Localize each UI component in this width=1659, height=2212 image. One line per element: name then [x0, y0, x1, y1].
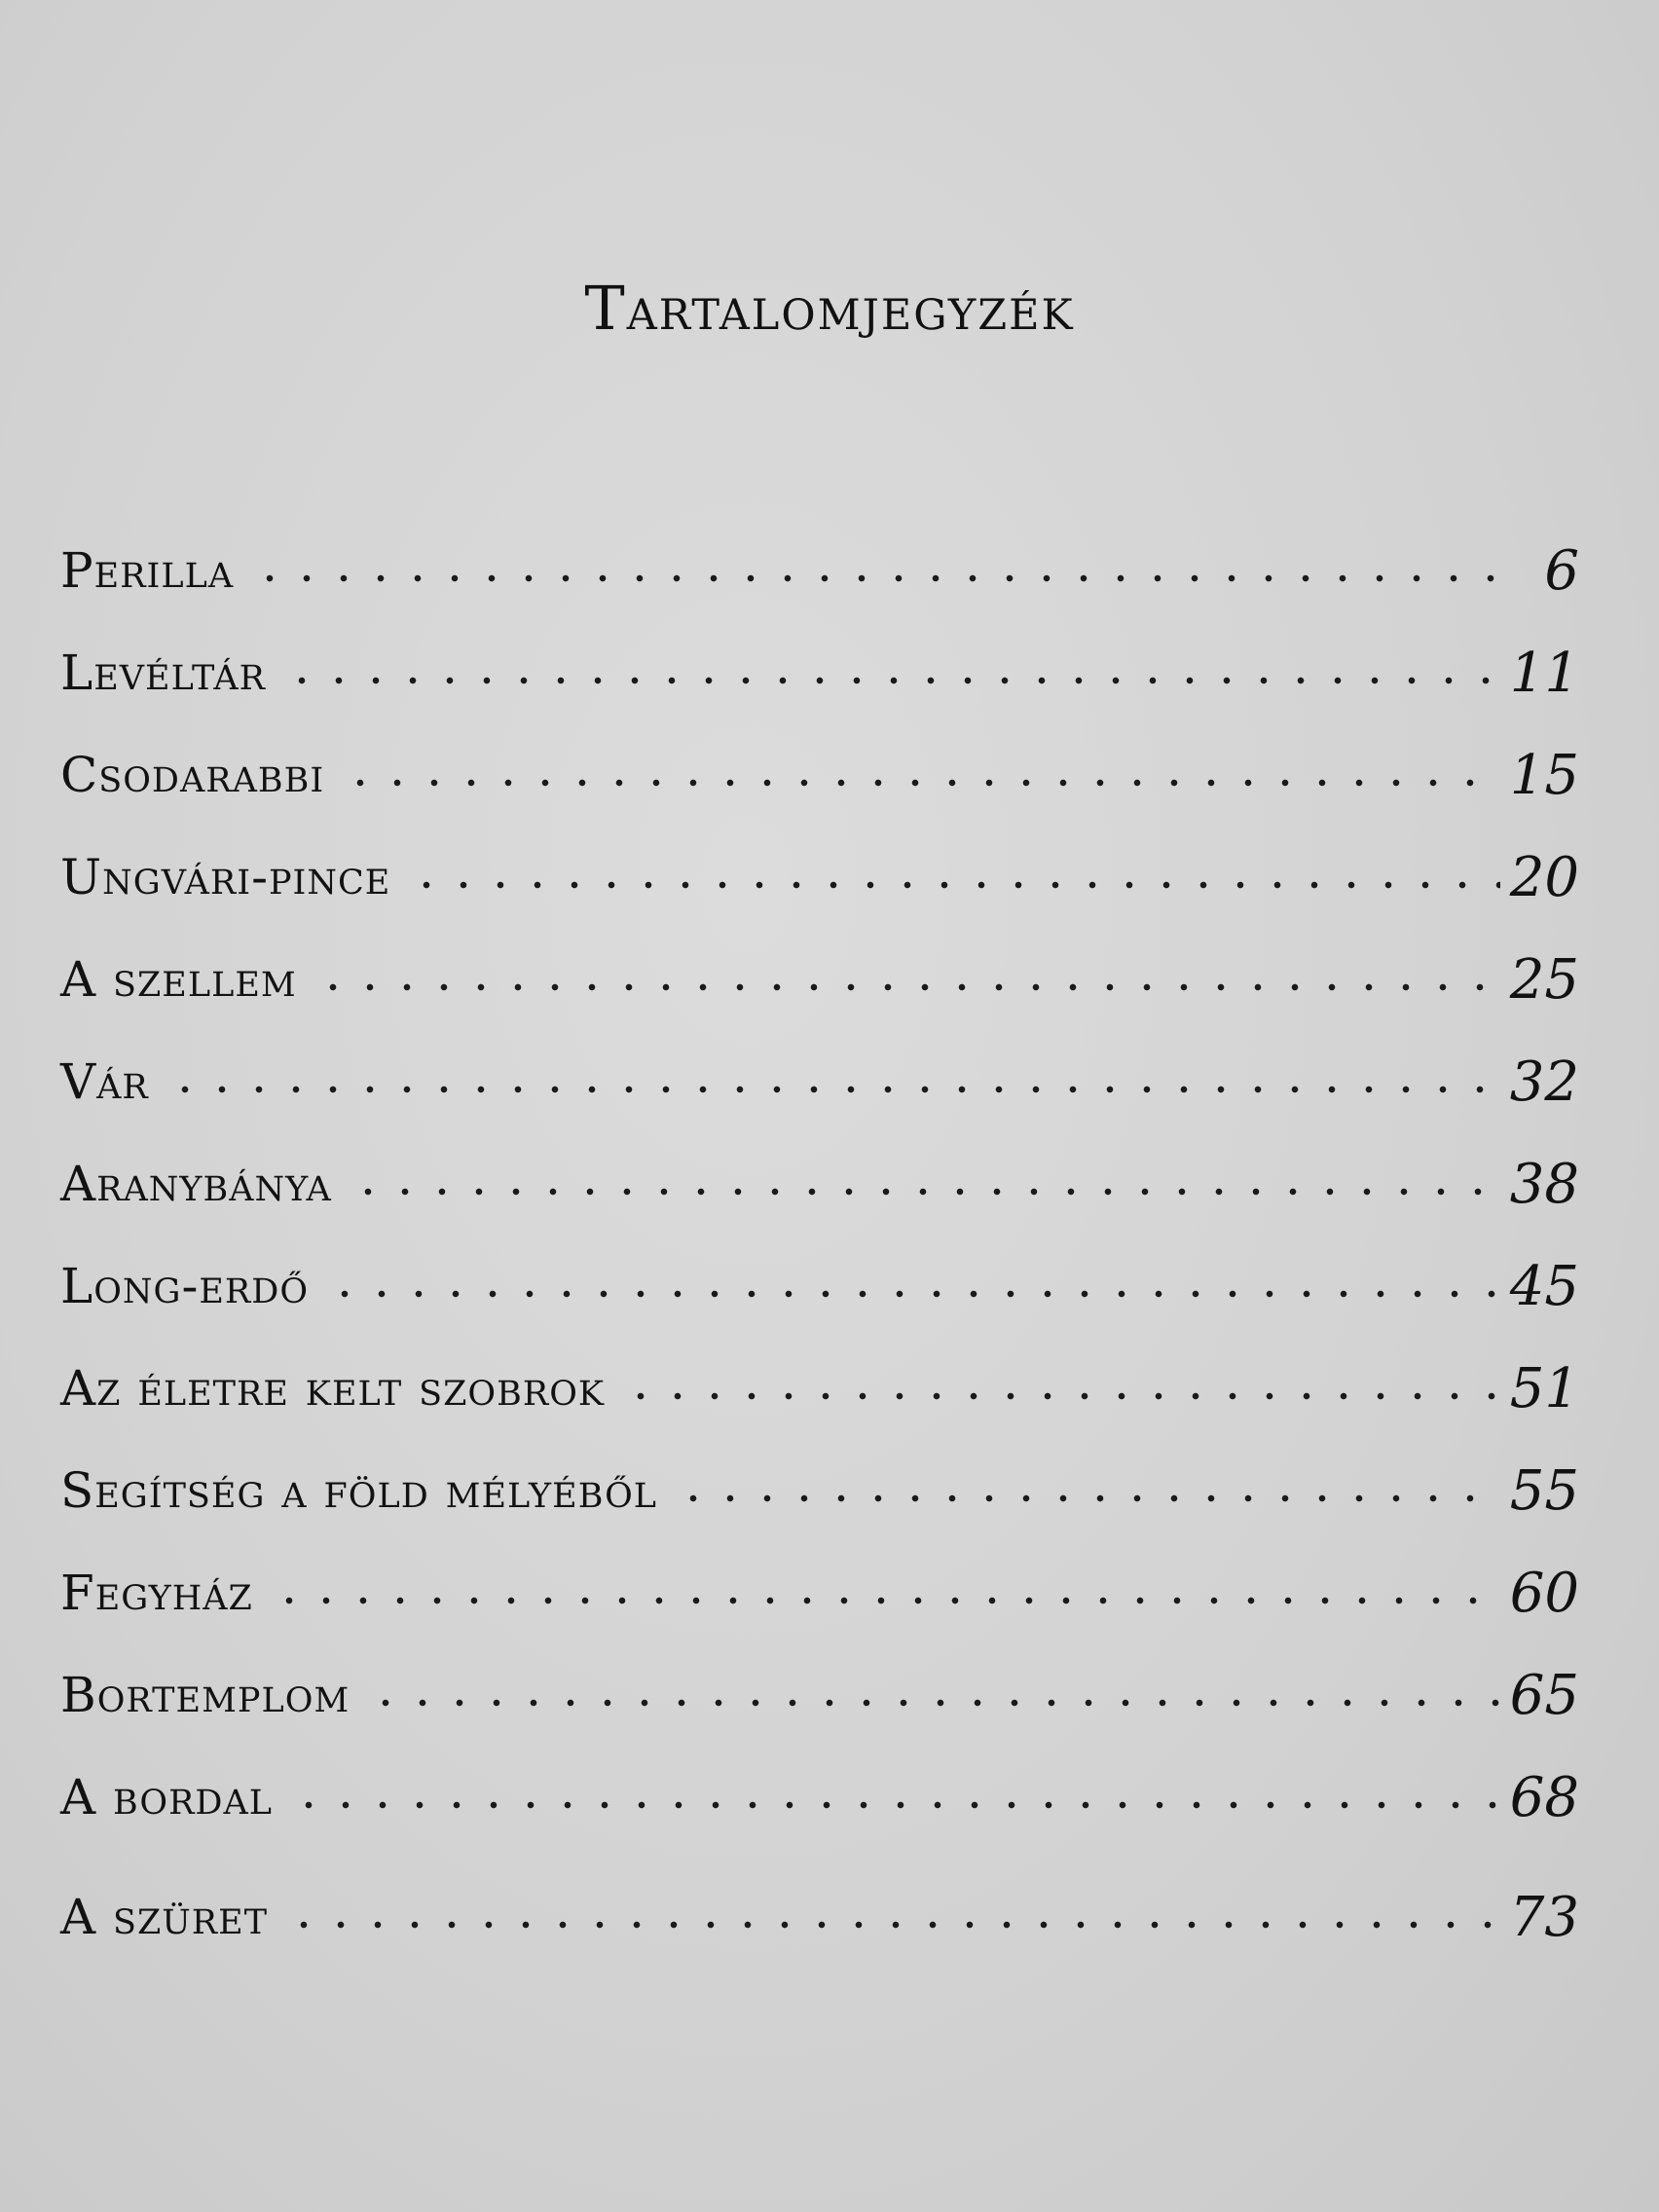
toc-entry-page: 68 — [1509, 1766, 1579, 1829]
toc-entry — [60, 1529, 1579, 1631]
toc-entry-title: Az életre kelt szobrok — [60, 1360, 606, 1417]
toc-entry-page: 65 — [1509, 1664, 1579, 1727]
toc-entry-page: 45 — [1509, 1255, 1579, 1318]
toc-entry-page: 51 — [1509, 1357, 1579, 1420]
toc-entry — [60, 608, 1579, 711]
toc-entry-page: 15 — [1509, 744, 1579, 807]
toc-entry-page: 20 — [1509, 846, 1579, 909]
toc-entry-page: 11 — [1509, 642, 1579, 705]
toc-entry-page: 38 — [1509, 1153, 1579, 1216]
toc-entry-title: Bortemplom — [60, 1667, 350, 1723]
toc-entry-title: A bordal — [60, 1769, 273, 1825]
dot-leader — [290, 1790, 1500, 1820]
toc-entry-title: Csodarabbi — [60, 747, 325, 803]
toc-entry-title: Levéltár — [60, 645, 267, 701]
toc-entry-page: 73 — [1509, 1886, 1579, 1949]
table-of-contents — [60, 506, 1579, 1955]
dot-leader — [408, 870, 1499, 900]
dot-leader — [367, 1688, 1500, 1717]
page-title: Tartalomjegyzék — [584, 273, 1075, 344]
dot-leader — [326, 1279, 1500, 1309]
toc-entry-title: A szellem — [60, 951, 297, 1008]
toc-entry-title: Aranybánya — [60, 1156, 332, 1212]
toc-entry — [60, 1017, 1579, 1120]
dot-leader — [314, 973, 1500, 1002]
dot-leader — [283, 666, 1500, 695]
toc-entry — [60, 813, 1579, 915]
toc-entry-page: 6 — [1544, 539, 1579, 603]
toc-entry — [60, 1120, 1579, 1222]
toc-entry — [60, 1631, 1579, 1733]
toc-entry — [60, 1324, 1579, 1426]
dot-leader — [251, 564, 1511, 593]
toc-entry-title: Ungvári-pince — [60, 849, 391, 905]
dot-leader — [675, 1484, 1500, 1513]
toc-entry-title: A szüret — [60, 1889, 269, 1945]
dot-leader — [271, 1586, 1500, 1615]
toc-entry-page: 32 — [1509, 1051, 1579, 1114]
toc-entry-page: 25 — [1509, 948, 1579, 1012]
toc-entry — [60, 506, 1579, 608]
toc-entry — [60, 915, 1579, 1017]
toc-entry — [60, 1426, 1579, 1529]
toc-entry-title: Fegyház — [60, 1565, 253, 1621]
dot-leader — [166, 1075, 1500, 1104]
toc-entry — [60, 711, 1579, 813]
dot-leader — [622, 1382, 1500, 1411]
toc-entry — [60, 1853, 1579, 1955]
dot-leader — [350, 1177, 1500, 1206]
toc-entry-page: 60 — [1509, 1562, 1579, 1625]
toc-entry-title: Perilla — [60, 542, 235, 599]
toc-entry — [60, 1222, 1579, 1324]
toc-entry-page: 55 — [1509, 1459, 1579, 1523]
toc-entry-title: Long-erdő — [60, 1258, 310, 1314]
dot-leader — [285, 1910, 1500, 1939]
toc-entry — [60, 1733, 1579, 1835]
toc-entry-title: Vár — [60, 1053, 149, 1110]
toc-entry-title: Segítség a föld mélyéből — [60, 1462, 658, 1519]
dot-leader — [342, 768, 1500, 797]
